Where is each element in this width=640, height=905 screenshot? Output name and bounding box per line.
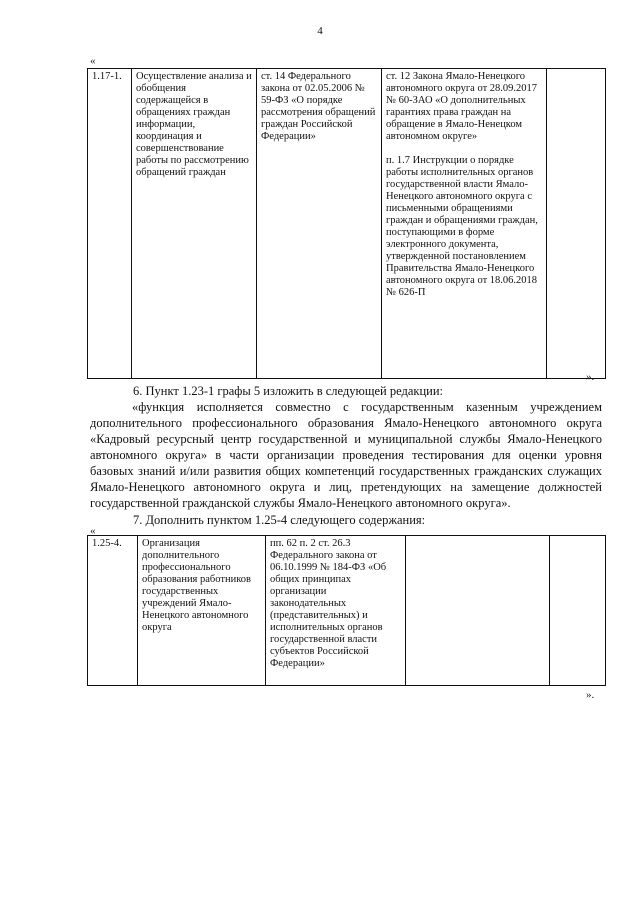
table-row bbox=[88, 536, 606, 686]
table2-close-quote: ». bbox=[586, 689, 595, 701]
federal-basis-cell: ст. 14 Федерального закона от 02.05.2006 № 59-ФЗ «О порядке рассмотрения обращений граждан Российской Федерации» bbox=[257, 69, 382, 379]
regional-basis-cell bbox=[382, 69, 547, 379]
page-number: 4 bbox=[317, 25, 323, 37]
table1-close-quote: ». bbox=[586, 371, 595, 383]
item-6-heading: 6. Пункт 1.23-1 графы 5 изложить в следующей редакции: bbox=[133, 384, 444, 398]
regional-basis-cell bbox=[406, 536, 550, 686]
item-7-heading: 7. Дополнить пунктом 1.25-4 следующего содержания: bbox=[133, 513, 426, 527]
regional-basis-law: ст. 12 Закона Ямало-Ненецкого автономного округа от 28.09.2017 № 60-ЗАО «О дополнительных гарантиях права граждан на обращение в Ямало-Ненецком автономном округе» bbox=[386, 71, 538, 142]
table2-open-quote: « bbox=[90, 525, 96, 537]
empty-cell bbox=[547, 69, 606, 379]
table-row bbox=[88, 69, 606, 379]
table1-open-quote: « bbox=[90, 55, 96, 67]
regional-basis-instruction: п. 1.7 Инструкции о порядке работы исполнительных органов государственной власти Ямало-Ненецкого автономного округа с письменными обращениями граждан и обращениями граждан, поступающими в форме электронного документа, утвержденной постановлением Правительства Ямало-Ненецкого автономного округа от 18.06.2018 № 626-П bbox=[386, 155, 538, 298]
federal-basis-cell: пп. 62 п. 2 ст. 26.3 Федерального закона от 06.10.1999 № 184-ФЗ «Об общих принципах организации законодательных (представительных) и исполнительных органов государственной власти субъектов Российской Федерации» bbox=[266, 536, 406, 686]
item-number: 1.25-4. bbox=[88, 536, 138, 686]
function-cell: Осуществление анализа и обобщения содержащейся в обращениях граждан информации, координация и совершенствование работы по рассмотрению обращений граждан bbox=[132, 69, 257, 379]
empty-cell bbox=[550, 536, 606, 686]
item-number: 1.17-1. bbox=[88, 69, 132, 379]
table-2 bbox=[87, 535, 606, 686]
item-6-text: «функция исполняется совместно с государственным казенным учреждением дополнительного профессионального образования Ямало-Ненецкого автономного округа «Кадровый ресурсный центр государственной и муниципальной службы Ямало-Ненецкого автономного округа» в части организации проведения тестирования для оценки уровня базовых знаний и/или развития общих компетенций государственных гражданских служащих Ямало-Ненецкого автономного округа и лиц, претендующих на замещение должностей государственной гражданской службы Ямало-Ненецкого автономного округа». bbox=[90, 400, 602, 510]
function-cell: Организация дополнительного профессионального образования работников государственных учреждений Ямало-Ненецкого автономного округа bbox=[138, 536, 266, 686]
table-1 bbox=[87, 68, 606, 379]
